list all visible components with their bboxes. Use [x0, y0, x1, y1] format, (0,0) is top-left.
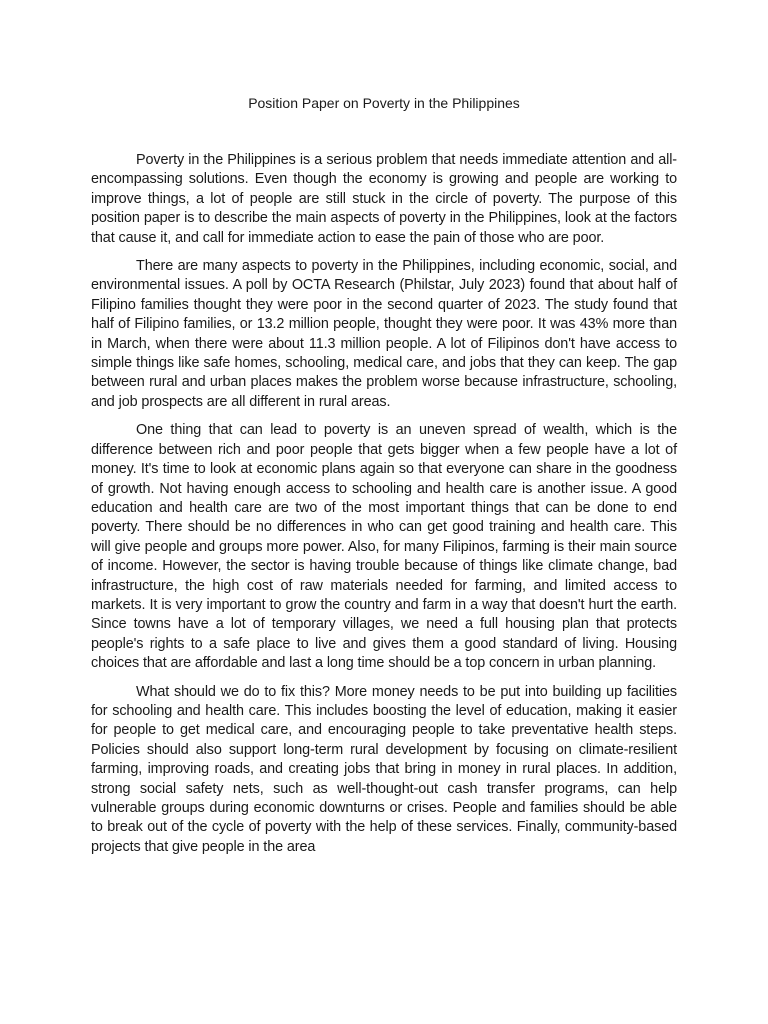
paragraph-intro: Poverty in the Philippines is a serious problem that needs immediate attention and all-encompassing solutions. Even though the economy is growing and people are working to improve things, a lot of people are still stuck in the circle of poverty. The purpose of this position paper is to describe the main aspects of poverty in the Philippines, look at the factors that cause it, and call for immediate action to ease the pain of those who are poor.: [91, 152, 677, 246]
paragraph-aspects: There are many aspects to poverty in the Philippines, including economic, social, and environmental issues. A poll by OCTA Research (Philstar, July 2023) found that about half of Filipino families thought they were poor in the second quarter of 2023. The study found that half of Filipino families, or 13.2 million people, thought they were poor. It was 43% more than in March, when there were about 11.3 million people. A lot of Filipinos don't have access to simple things like safe homes, schooling, medical care, and jobs that they can keep. The gap between rural and urban places makes the problem worse because infrastructure, schooling, and job prospects are all different in rural areas.: [91, 258, 677, 410]
document-title: Position Paper on Poverty in the Philippines: [248, 95, 520, 111]
paragraph-solutions: What should we do to fix this? More money needs to be put into building up facilities for schooling and health care. This includes boosting the level of education, making it easier for people to get medical care, and encouraging people to take preventative health steps. Policies should also support long-term rural development by focusing on climate-resilient farming, improving roads, and creating jobs that bring in money in rural places. In addition, strong social safety nets, such as well-thought-out cash transfer programs, can help vulnerable groups during economic downturns or crises. People and families should be able to break out of the cycle of poverty with the help of these services. Finally, community-based projects that give people in the area: [91, 683, 677, 855]
paragraph-causes: One thing that can lead to poverty is an uneven spread of wealth, which is the difference between rich and poor people that gets bigger when a few people have a lot of money. It's time to look at economic plans again so that everyone can share in the goodness of growth. Not having enough access to schooling and health care is another issue. A good education and health care are two of the most important things that can be done to end poverty. There should be no differences in who can get good training and health care. This will give people and groups more power. Also, for many Filipinos, farming is their main source of income. However, the sector is having trouble because of things like climate change, bad infrastructure, the high cost of raw materials needed for farming, and limited access to markets. It is very important to grow the country and farm in a way that doesn't hurt the earth. Since towns have a lot of temporary villages, we need a full housing plan that protects people's rights to a safe place to live and gives them a good standard of living. Housing choices that are affordable and last a long time should be a top concern in urban planning.: [91, 422, 677, 672]
document-body: [91, 151, 677, 866]
